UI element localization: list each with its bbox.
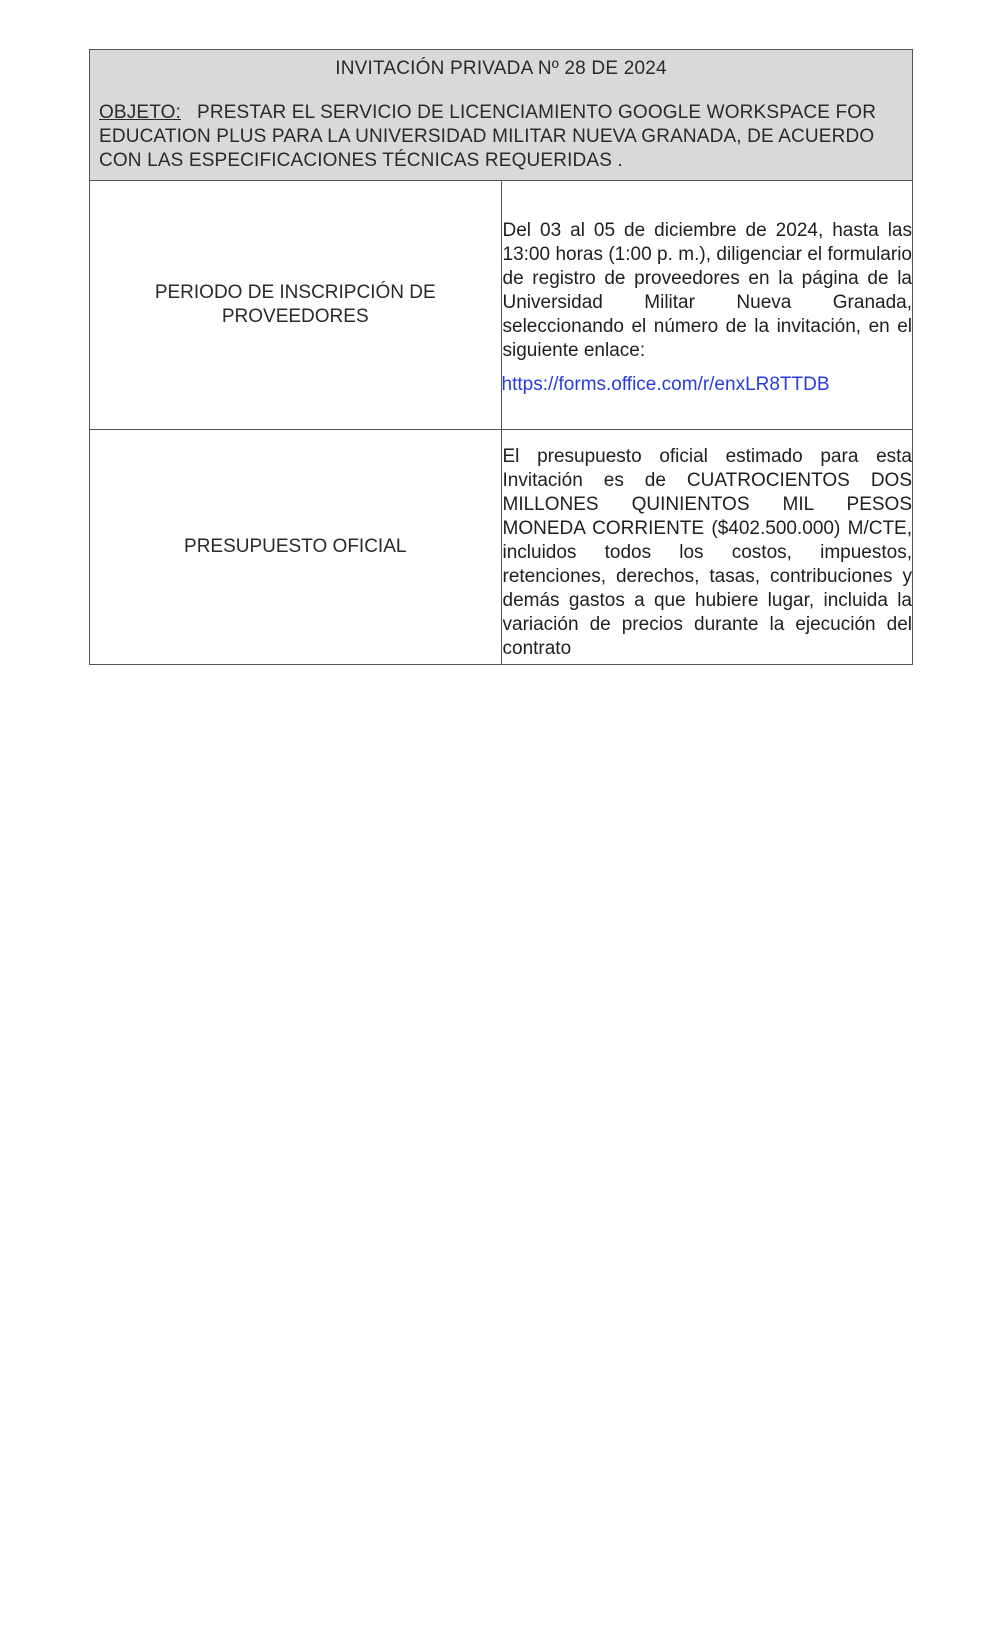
- presupuesto-content: [501, 430, 913, 665]
- objeto-label: OBJETO:: [99, 102, 181, 123]
- registration-form-link[interactable]: https://forms.office.com/r/enxLR8TTDB: [501, 374, 830, 395]
- presupuesto-text: El presupuesto oficial estimado para esta Invitación es de CUATROCIENTOS DOS MILLONES QUINIENTOS MIL PESOS MONEDA CORRIENTE ($402.500.000) M/CTE, incluidos todos los costos, impuestos, retenciones, derechos, tasas, contribuciones y demás gastos a que hubiere lugar, incluida la variación de precios durante la ejecución del contrato: [502, 446, 912, 659]
- objeto-text: PRESTAR EL SERVICIO DE LICENCIAMIENTO GOOGLE WORKSPACE FOR EDUCATION PLUS PARA LA UNIVERSIDAD MILITAR NUEVA GRANADA, DE ACUERDO CON LAS ESPECIFICACIONES TÉCNICAS REQUERIDAS .: [99, 102, 877, 171]
- invitation-table: [89, 49, 913, 665]
- inscripcion-label: PERIODO DE INSCRIPCIÓN DE PROVEEDORES: [90, 181, 502, 430]
- presupuesto-row: [90, 430, 913, 665]
- presupuesto-label: PRESUPUESTO OFICIAL: [90, 430, 502, 665]
- invitation-title: INVITACIÓN PRIVADA Nº 28 DE 2024: [335, 58, 667, 79]
- header-cell: [90, 50, 913, 181]
- header-row: [90, 50, 913, 181]
- inscripcion-content: [501, 181, 913, 430]
- objeto-paragraph: [99, 101, 903, 173]
- inscripcion-row: [90, 181, 913, 430]
- inscripcion-text: Del 03 al 05 de diciembre de 2024, hasta las 13:00 horas (1:00 p. m.), diligenciar el formulario de registro de proveedores en la página de la Universidad Militar Nueva Granada, seleccionando el número de la invitación, en el siguiente enlace:: [502, 220, 912, 361]
